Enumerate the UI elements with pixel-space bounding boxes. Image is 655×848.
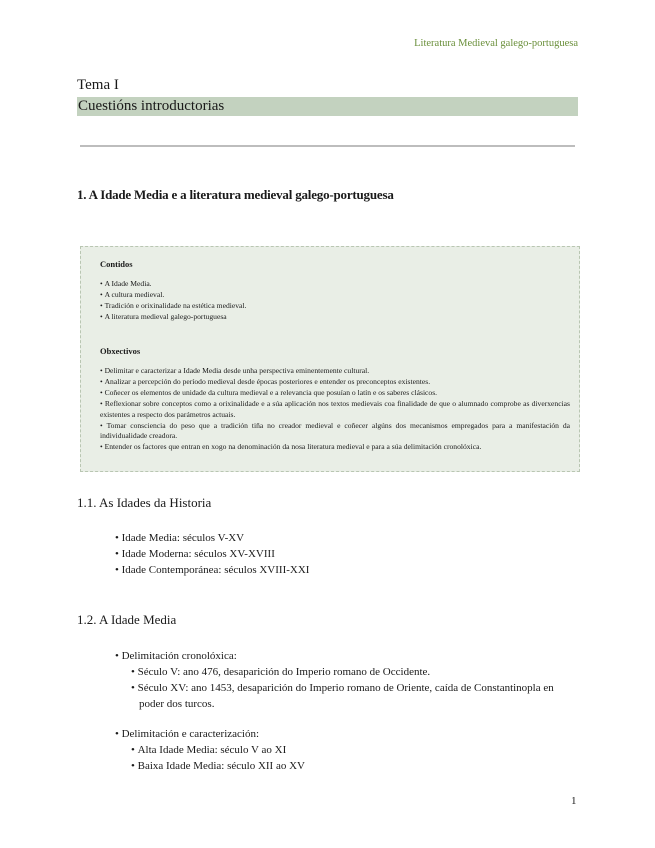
list-item: • Século V: ano 476, desaparición do Imperio romano de Occidente. — [131, 664, 581, 680]
list-item: • Século XV: ano 1453, desaparición do Imperio romano de Oriente, caída de Constantinopla en poder dos turcos. — [131, 680, 581, 712]
horizontal-rule — [80, 145, 575, 147]
obxectivos-list — [100, 366, 570, 453]
obxectivos-item: • Coñecer os elementos de unidade da cultura medieval e a relevancia que posuían o latín e os saberes clásicos. — [100, 388, 570, 399]
section-heading-1-1: 1.1. As Idades da Historia — [77, 495, 212, 510]
page-number: 1 — [571, 795, 577, 807]
obxectivos-item: • Delimitar e caracterizar a Idade Media desde unha perspectiva eminentemente cultural. — [100, 366, 570, 377]
list-item: • Idade Moderna: séculos XV-XVIII — [115, 546, 309, 562]
running-header: Literatura Medieval galego-portuguesa — [414, 38, 578, 49]
list-item: • Baixa Idade Media: século XII ao XV — [131, 758, 581, 774]
obxectivos-title: Obxectivos — [100, 346, 141, 356]
idades-list — [115, 530, 309, 578]
contidos-item: • Tradición e orixinalidade na estética medieval. — [100, 301, 570, 312]
obxectivos-item: • Analizar a percepción do período medieval desde épocas posteriores e entender os preconceptos existentes. — [100, 377, 570, 388]
obxectivos-item: • Reflexionar sobre conceptos como a orixinalidade e a súa aplicación nos textos medievais coa finalidade de que o alumnado comprobe as diverxencias existentes a respecto dos parámetros actuais. — [100, 399, 570, 421]
group2-sublist — [131, 742, 581, 774]
contidos-item: • A cultura medieval. — [100, 290, 570, 301]
contidos-list — [100, 279, 570, 323]
section-heading-1: 1. A Idade Media e a literatura medieval galego-portuguesa — [77, 187, 394, 202]
list-item: • Idade Media: séculos V-XV — [115, 530, 309, 546]
contidos-item: • A literatura medieval galego-portuguesa — [100, 312, 570, 323]
group-label: • Delimitación e caracterización: — [115, 726, 259, 742]
obxectivos-item: • Tomar consciencia do peso que a tradición tiña no creador medieval e coñecer algúns dos mecanismos empregados para a manifestación da individualidade creadora. — [100, 421, 570, 443]
contidos-item: • A Idade Media. — [100, 279, 570, 290]
list-item: • Idade Contemporánea: séculos XVIII-XXI — [115, 562, 309, 578]
group1-label-list — [115, 648, 237, 664]
list-item: • Alta Idade Media: século V ao XI — [131, 742, 581, 758]
tema-title: Cuestións introductorias — [78, 98, 225, 114]
tema-label: Tema I — [77, 77, 119, 93]
group-label: • Delimitación cronolóxica: — [115, 648, 237, 664]
group2-label-list — [115, 726, 259, 742]
section-heading-1-2: 1.2. A Idade Media — [77, 612, 177, 627]
contidos-title: Contidos — [100, 259, 133, 269]
obxectivos-item: • Entender os factores que entran en xogo na denominación da nosa literatura medieval e para a súa delimitación cronolóxica. — [100, 442, 570, 453]
group1-sublist — [131, 664, 581, 712]
